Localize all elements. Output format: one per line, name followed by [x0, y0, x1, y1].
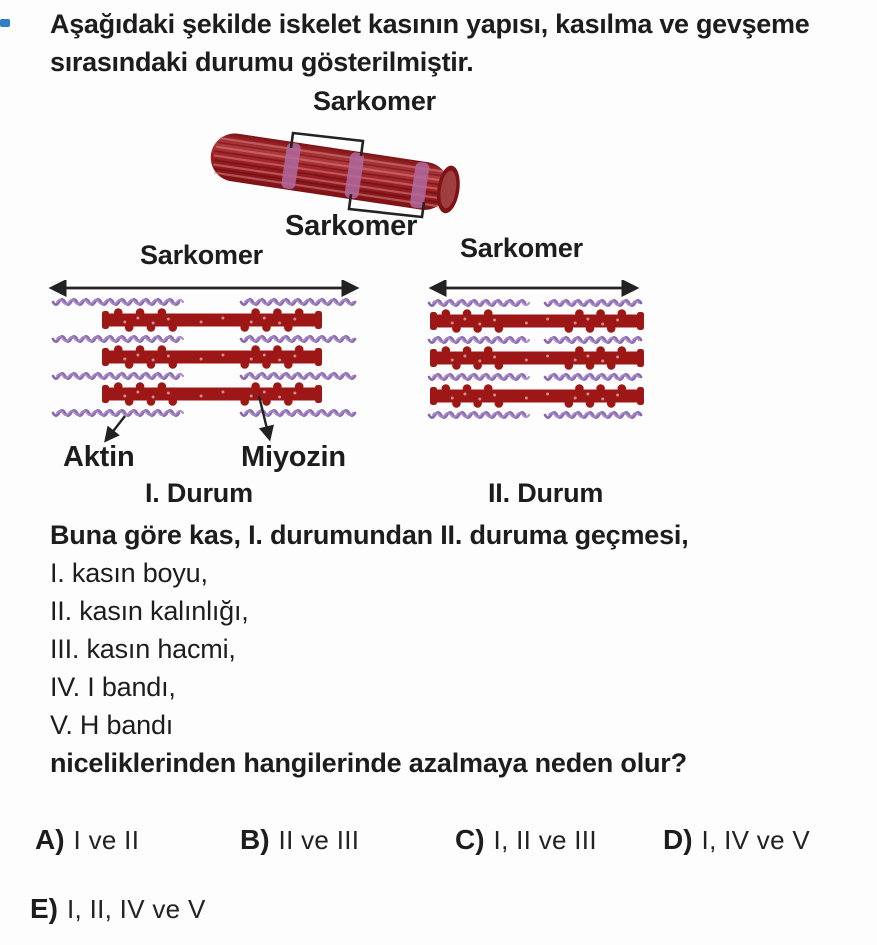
stem-closing: niceliklerinden hangilerinde azalmaya neden olur?	[50, 748, 687, 778]
option-e-letter: E)	[30, 893, 58, 924]
option-c[interactable]	[455, 824, 597, 856]
actin-filament	[53, 336, 183, 341]
actin-filament	[545, 337, 641, 342]
sarkomer-label-top: Sarkomer	[313, 86, 436, 116]
sarkomer-label-state1: Sarkomer	[140, 240, 263, 270]
bullet-mark	[0, 19, 10, 27]
actin-filament	[545, 412, 641, 417]
option-c-letter: C)	[455, 824, 485, 855]
myosin-filament	[102, 308, 322, 332]
myosin-filament	[430, 384, 644, 408]
actin-filament	[545, 300, 641, 305]
stem-item-2: II. kasın kalınlığı,	[50, 596, 249, 626]
actin-filament	[429, 412, 529, 417]
actin-filament	[53, 299, 183, 304]
option-a[interactable]	[35, 824, 139, 856]
option-d-letter: D)	[663, 824, 693, 855]
stem-item-1: I. kasın boyu,	[50, 558, 208, 588]
actin-filament	[53, 410, 183, 415]
actin-filament	[545, 374, 641, 379]
stem-item-3: III. kasın hacmi,	[50, 634, 236, 664]
option-a-letter: A)	[35, 824, 65, 855]
stem-item-5: V. H bandı	[50, 710, 174, 740]
question-intro: Aşağıdaki şekilde iskelet kasının yapısı, kasılma ve gevşeme sırasındaki durumu gösterilmiştir.	[50, 9, 810, 77]
option-a-text: I ve II	[73, 825, 140, 855]
sarcomere-state1-figure	[45, 238, 375, 523]
myosin-filament	[430, 346, 644, 370]
muscle-fiber-figure	[185, 86, 515, 251]
option-c-text: I, II ve III	[493, 825, 597, 855]
actin-filament	[429, 337, 529, 342]
option-b-letter: B)	[240, 824, 270, 855]
option-b-text: II ve III	[278, 825, 360, 855]
miyozin-label: Miyozin	[241, 441, 346, 473]
option-e-text: I, II, IV ve V	[67, 894, 206, 924]
state1-caption: I. Durum	[145, 478, 253, 508]
option-d[interactable]	[663, 824, 810, 856]
myosin-filament	[102, 382, 322, 406]
option-d-text: I, IV ve V	[701, 825, 811, 855]
actin-filament	[53, 373, 183, 378]
answer-options-row	[0, 824, 877, 864]
myosin-filament	[430, 309, 644, 333]
muscle-fiber-illustration	[185, 102, 505, 227]
actin-filament	[241, 299, 355, 304]
actin-filament	[241, 336, 355, 341]
sarcomere-diagram-state1	[45, 280, 367, 448]
aktin-pointer-arrow	[107, 416, 125, 439]
sarkomer-label-state2: Sarkomer	[460, 233, 583, 263]
stem-lead: Buna göre kas, I. durumundan II. duruma geçmesi,	[50, 520, 689, 550]
option-b[interactable]	[240, 824, 359, 856]
aktin-label: Aktin	[63, 441, 135, 473]
actin-filament	[241, 373, 355, 378]
question-stem	[50, 516, 860, 782]
actin-filament	[429, 374, 529, 379]
option-e[interactable]	[30, 893, 206, 925]
sarkomer-label-bottom: Sarkomer	[285, 210, 418, 242]
state2-caption: II. Durum	[488, 478, 604, 508]
stem-item-4: IV. I bandı,	[50, 672, 176, 702]
actin-filament	[429, 300, 529, 305]
sarcomere-diagram-state2	[425, 280, 647, 435]
actin-filament	[241, 410, 355, 415]
myosin-filament	[102, 345, 322, 369]
sarcomere-state2-figure	[425, 233, 660, 523]
